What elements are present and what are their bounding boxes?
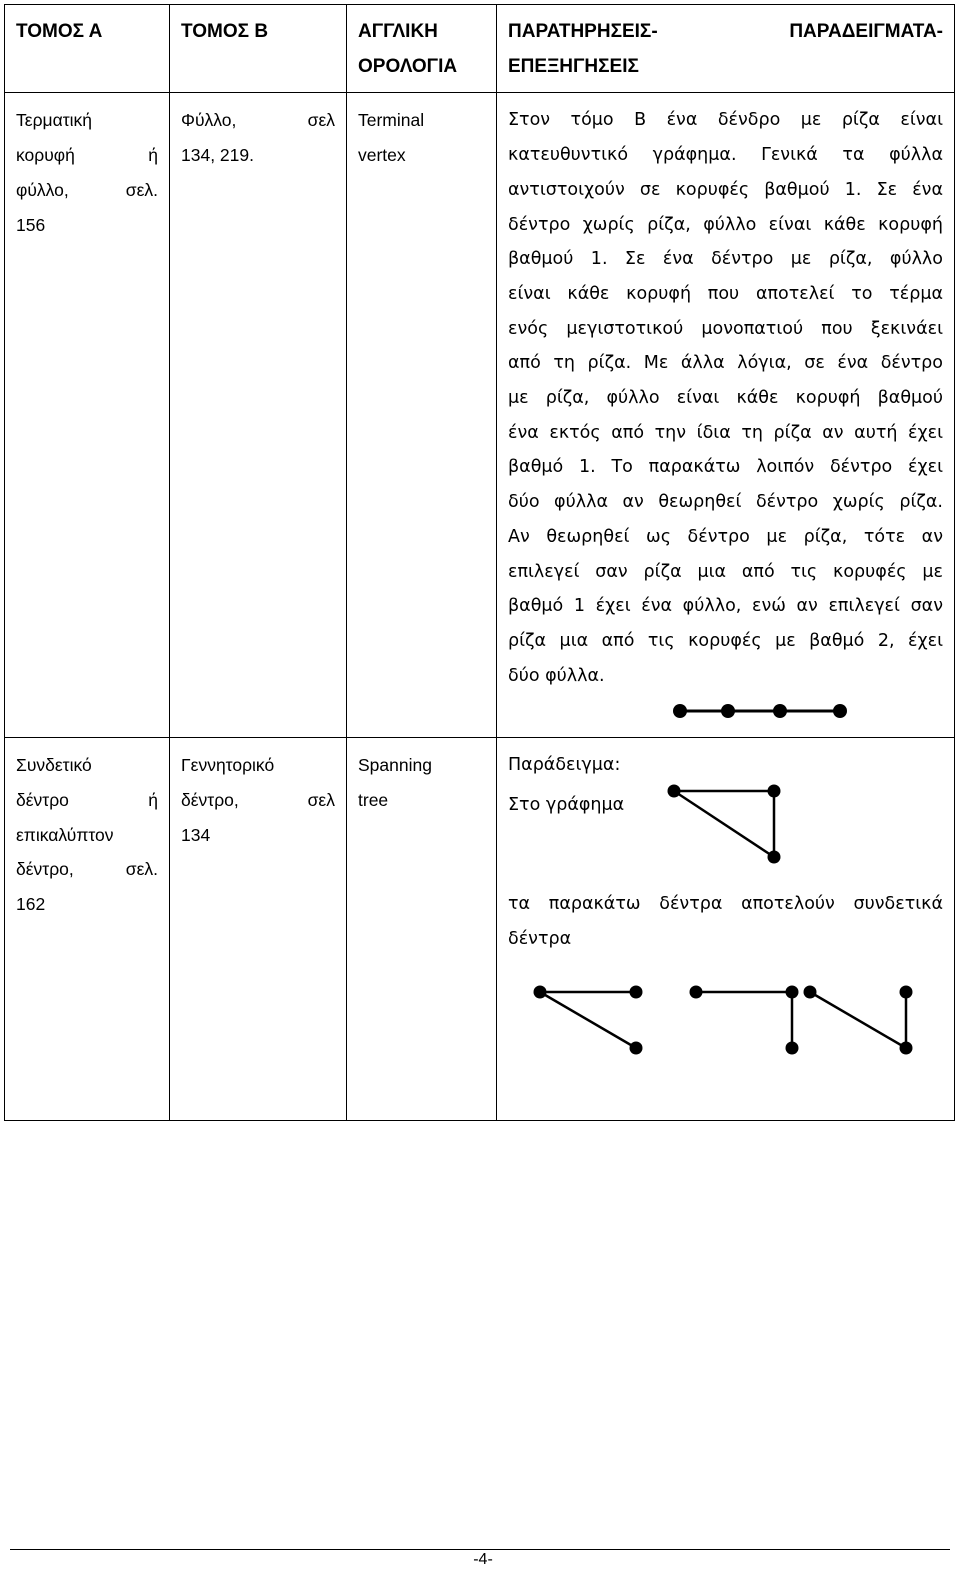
note-line: είναι κάθε κορυφή που αποτελεί το τέρμα: [508, 283, 943, 304]
spanning-trees-diagram: [508, 978, 944, 1058]
term-line: tree: [358, 790, 389, 811]
page-number: -4-: [473, 1551, 493, 1568]
header-notes-left: ΠΑΡΑΤΗΡΗΣΕΙΣ-: [508, 21, 658, 42]
term-line: Terminal: [358, 110, 425, 131]
term-line: 134, 219.: [181, 145, 254, 166]
note-line: δύο φύλλα αν θεωρηθεί δέντρο χωρίς ρίζα.: [508, 492, 943, 513]
term-line: Συνδετικό: [16, 755, 92, 776]
term-line: δέντρο, σελ: [181, 790, 335, 811]
header-notes-line1: [508, 15, 943, 50]
term-line: φύλλο, σελ.: [16, 179, 158, 200]
spanning-tree-3: [804, 986, 913, 1055]
note-line: δύο φύλλα.: [508, 665, 605, 686]
cell-english: [347, 738, 497, 1121]
term-line: Τερματική: [16, 110, 93, 131]
triangle-graph-diagram: [664, 775, 794, 865]
cell-volume-a: [5, 93, 170, 738]
cell-volume-b: [170, 93, 347, 738]
header-english-line1: ΑΓΓΛΙΚΗ: [358, 21, 438, 42]
note-line: ρίζα μια από τις κορυφές με βαθμό 2, έχει: [508, 630, 943, 651]
term-line: 162: [16, 894, 46, 915]
note-line: κατευθυντικό γράφημα. Γενικά τα φύλλα: [508, 145, 943, 166]
header-notes-line2: ΕΠΕΞΗΓΗΣΕΙΣ: [508, 55, 639, 77]
spanning-tree-2: [690, 986, 799, 1055]
note-line: δέντρο χωρίς ρίζα, φύλλο είναι κάθε κορυφή: [508, 214, 943, 235]
cell-volume-b: [170, 738, 347, 1121]
term-line: δέντρο, σελ.: [16, 859, 158, 880]
graph-label: Στο γράφημα: [508, 795, 625, 816]
note-line: ένα εκτός από την ίδια τη ρίζα αν αυτή έχει: [508, 422, 943, 443]
header-english-line2: ΟΡΟΛΟΓΙΑ: [358, 55, 458, 77]
trees-text-line: τα παρακάτω δέντρα αποτελούν συνδετικά: [508, 894, 943, 915]
table-row: [5, 738, 955, 1121]
note-line: από τη ρίζα. Με άλλα λόγια, σε ένα δέντρο: [508, 353, 943, 374]
term-line: δέντρο ή: [16, 790, 158, 811]
trees-text-line: δέντρα: [508, 928, 572, 949]
glossary-table: [4, 4, 955, 1121]
footer-divider: [10, 1549, 950, 1550]
example-label: Παράδειγμα:: [508, 755, 621, 776]
cell-notes: [497, 738, 955, 1121]
note-line: βαθμό 1 έχει ένα φύλλο, ενώ αν επιλεγεί σαν: [508, 596, 943, 617]
note-line: Στον τόμο Β ένα δένδρο με ρίζα είναι: [508, 110, 943, 131]
path-tree-diagram: [508, 693, 944, 729]
note-line: Αν θεωρηθεί ως δέντρο με ρίζα, τότε αν: [508, 526, 943, 547]
term-line: Φύλλο, σελ: [181, 110, 335, 131]
spanning-tree-1: [534, 986, 643, 1055]
note-line: βαθμού 1. Σε ένα δέντρο με ρίζα, φύλλο: [508, 249, 943, 270]
note-line: με ρίζα, φύλλο είναι κάθε κορυφή βαθμού: [508, 388, 943, 409]
header-volume-b: ΤΟΜΟΣ Β: [170, 5, 347, 93]
note-line: αντιστοιχούν σε κορυφές βαθμού 1. Σε ένα: [508, 179, 943, 200]
cell-volume-a: [5, 738, 170, 1121]
term-line: Γεννητορικό: [181, 755, 275, 776]
term-line: Spanning: [358, 755, 432, 776]
header-volume-a: ΤΟΜΟΣ Α: [5, 5, 170, 93]
note-line: επιλεγεί σαν ρίζα μια από τις κορυφές με: [508, 561, 943, 582]
cell-notes: [497, 93, 955, 738]
header-notes-right: ΠΑΡΑΔΕΙΓΜΑΤΑ-: [789, 21, 943, 42]
table-row: [5, 93, 955, 738]
term-line: vertex: [358, 145, 406, 166]
note-line: ενός μεγιστοτικού μονοπατιού που ξεκινάει: [508, 318, 943, 339]
header-row: [5, 5, 955, 93]
cell-english: [347, 93, 497, 738]
note-line: βαθμό 1. Το παρακάτω λοιπόν δέντρο έχει: [508, 457, 943, 478]
header-notes: [497, 5, 955, 93]
term-line: κορυφή ή: [16, 145, 158, 166]
term-line: 134: [181, 824, 211, 845]
term-line: επικαλύπτον: [16, 824, 114, 845]
header-english-terms: [347, 5, 497, 93]
term-line: 156: [16, 214, 46, 235]
